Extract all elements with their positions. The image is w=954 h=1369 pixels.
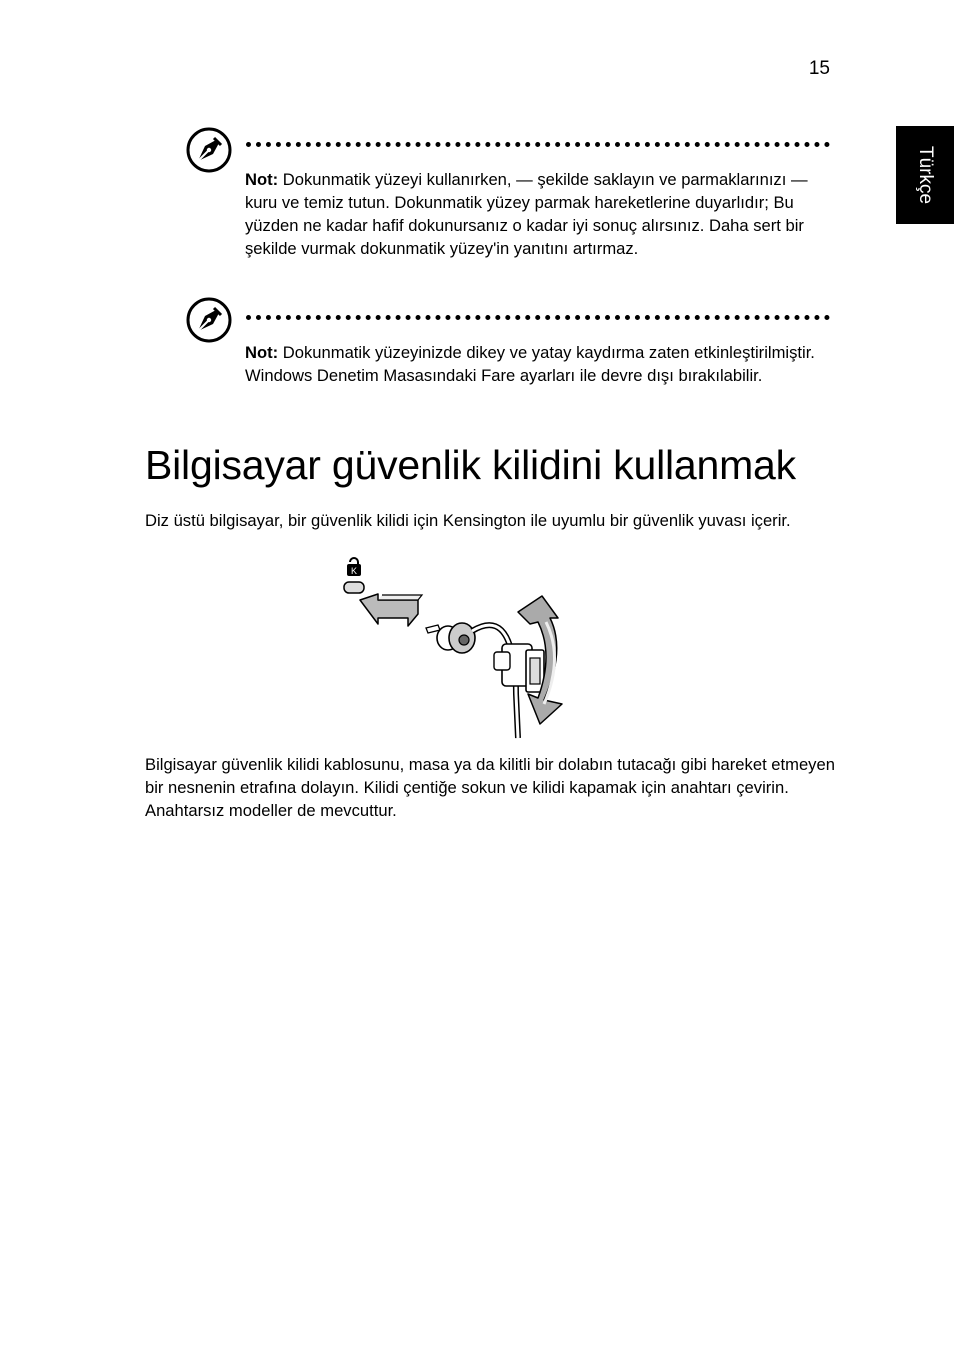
instructions-paragraph: Bilgisayar güvenlik kilidi kablosunu, masa ya da kilitli bir dolabın tutacağı gibi hareket etmeyen bir nesnenin etrafına dolayın. Kilidi çentiğe sokun ve kilidi kapamak için anahtarı çevirin. Anahtarsız modeller de mevcuttur. (145, 755, 835, 820)
note-2-label: Not: (245, 343, 279, 362)
note-pen-icon (185, 296, 233, 344)
note-2-text: Dokunmatik yüzeyinizde dikey ve yatay kaydırma zaten etkinleştirilmiştir. Windows Denetim Masasındaki Fare ayarları ile devre dışı bırakılabilir. (245, 343, 815, 385)
page-number: 15 (808, 58, 830, 79)
language-tab (896, 126, 954, 224)
language-tab-label: Türkçe (915, 145, 936, 205)
intro-paragraph: Diz üstü bilgisayar, bir güvenlik kilidi için Kensington ile uyumlu bir güvenlik yuvası içerir. (145, 511, 791, 530)
note-1-text: Dokunmatik yüzeyi kullanırken, — şekilde saklayın ve parmaklarınızı — kuru ve temiz tutun. Dokunmatik yüzey parmak hareketlerine duyarlıdır; Bu yüzden ne kadar hafif dokunursanız o kadar iyi sonuç alırsınız. Daha sert bir şekilde vurmak dokunmatik yüzey'in yanıtını artırmaz. (245, 170, 808, 258)
kensington-lock-illustration (330, 554, 585, 742)
note-1 (245, 168, 830, 260)
note-1-label: Not: (245, 170, 279, 189)
note-2 (245, 341, 830, 387)
slot-symbol-letter: K (350, 566, 358, 576)
note-divider (246, 142, 830, 147)
note-divider (246, 315, 830, 320)
section-title: Bilgisayar güvenlik kilidini kullanmak (145, 442, 796, 488)
note-pen-icon (185, 126, 233, 174)
kensington-slot-symbol-icon (347, 558, 361, 576)
